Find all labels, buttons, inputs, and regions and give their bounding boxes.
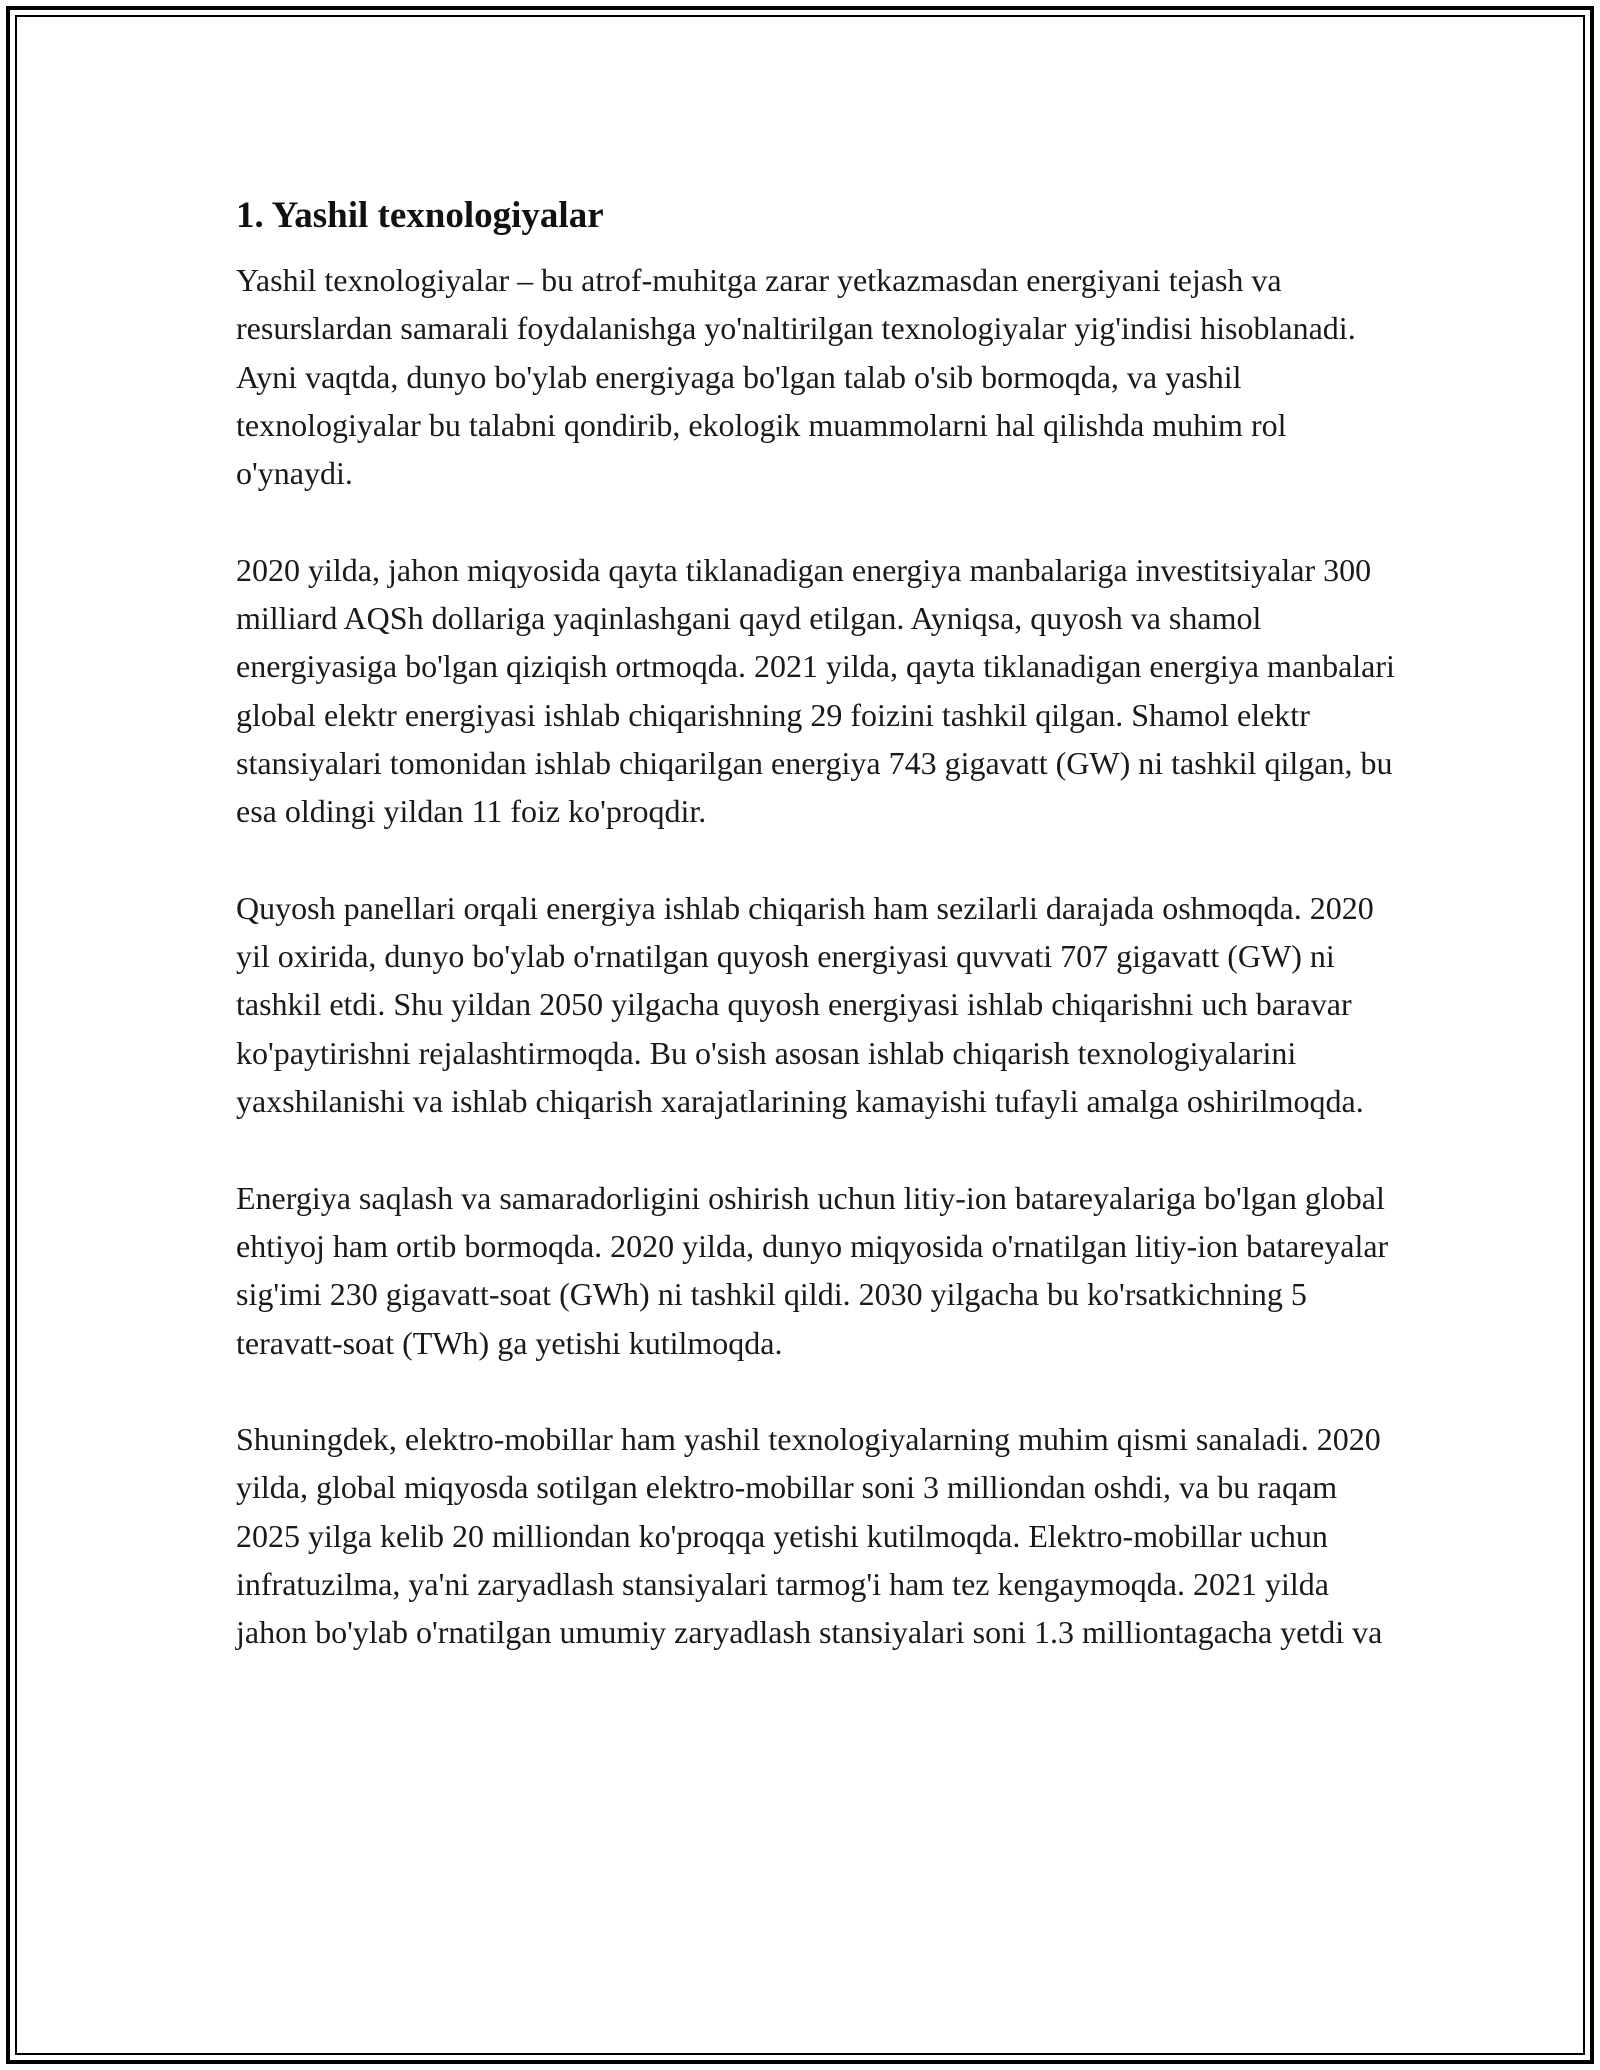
paragraph-batteries: Energiya saqlash va samaradorligini oshirish uchun litiy-ion batareyalariga bo'lgan global ehtiyoj ham ortib bormoqda. 2020 yilda, dunyo miqyosida o'rnatilgan litiy-ion batareyalar sig'imi 230 gigavatt-soat (GWh) ni tashkil qildi. 2030 yilgacha bu ko'rsatkichning 5 teravatt-soat (TWh) ga yetishi kutilmoqda. [236, 1179, 1389, 1361]
paragraph-investments: 2020 yilda, jahon miqyosida qayta tiklanadigan energiya manbalariga investitsiyalar 300 milliard AQSh dollariga yaqinlashgani qayd etilgan. Ayniqsa, quyosh va shamol energiyasiga bo'lgan qiziqish ortmoqda. 2021 yilda, qayta tiklanadigan energiya manbalari global elektr energiyasi ishlab chiqarishning 29 foizini tashkil qilgan. Shamol elektr stansiyalari tomonidan ishlab chiqarilgan energiya 743 gigavatt (GW) ni tashkil qilgan, bu esa oldingi yildan 11 foiz ko'proqdir. [236, 551, 1395, 830]
section-heading: 1. Yashil texnologiyalar [236, 195, 604, 236]
document-body [236, 188, 1396, 1657]
paragraph-solar: Quyosh panellari orqali energiya ishlab chiqarish ham sezilarli darajada oshmoqda. 2020 yil oxirida, dunyo bo'ylab o'rnatilgan quyosh energiyasi quvvati 707 gigavatt (GW) ni tashkil etdi. Shu yildan 2050 yilgacha quyosh energiyasi ishlab chiqarishni uch baravar ko'paytirishni rejalashtirmoqda. Bu o'sish asosan ishlab chiqarish texnologiyalarini yaxshilanishi va ishlab chiqarish xarajatlarining kamayishi tufayli amalga oshirilmoqda. [236, 889, 1374, 1120]
paragraph-intro: Yashil texnologiyalar – bu atrof-muhitga zarar yetkazmasdan energiyani tejash va resurslardan samarali foydalanishga yo'naltirilgan texnologiyalar yig'indisi hisoblanadi. Ayni vaqtda, dunyo bo'ylab energiyaga bo'lgan talab o'sib bormoqda, va yashil texnologiyalar bu talabni qondirib, ekologik muammolarni hal qilishda muhim rol o'ynaydi. [236, 262, 1356, 492]
paragraph-electric-vehicles: Shuningdek, elektro-mobillar ham yashil texnologiyalarning muhim qismi sanaladi. 2020 yilda, global miqyosda sotilgan elektro-mobillar soni 3 milliondan oshdi, va bu raqam 2025 yilga kelib 20 milliondan ko'proqqa yetishi kutilmoqda. Elektro-mobillar uchun infratuzilma, ya'ni zaryadlash stansiyalari tarmog'i ham tez kengaymoqda. 2021 yilda jahon bo'ylab o'rnatilgan umumiy zaryadlash stansiyalari soni 1.3 milliontagacha yetdi va [236, 1421, 1383, 1651]
